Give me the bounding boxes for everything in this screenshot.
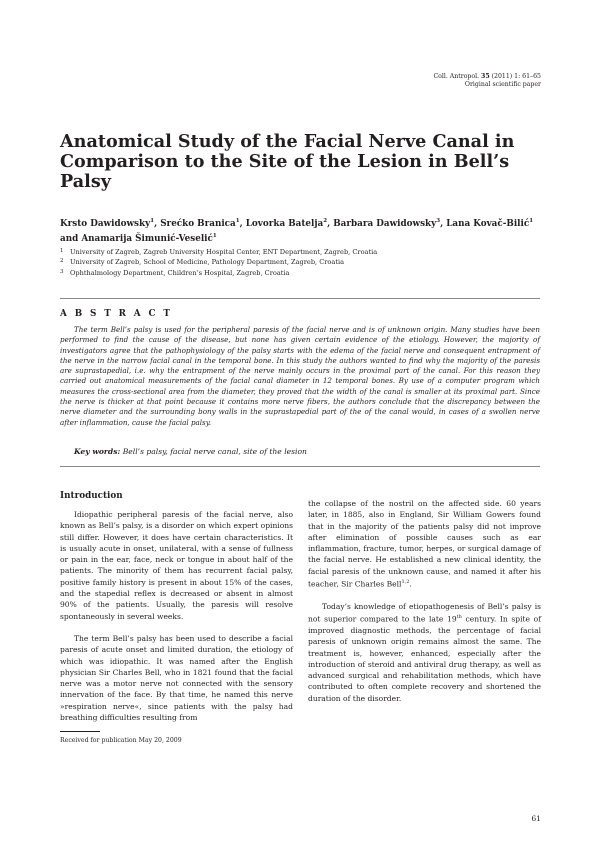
divider [60,298,540,299]
author: Lana Kovač-Bilić$^1$ and [60,218,534,245]
paragraph: Idiopathic peripheral paresis of the facial nerve, also known as Bell’s palsy, is a disorder on which expert opinions still differ. However, it does have certain characteristics. It is usually acute in onset, unilateral, with a sense of fullness or pain in the ear, face, neck or tongue in about half of the patients. The minority of them has recurrent facial palsy, positive family history is present in about 15% of the cases, and the stapedial reflex is decreased or absent in almost 90% of the patients. Usually, the paresis will resolve spontaneously in several weeks. [60,510,293,621]
journal-citation [433,73,541,90]
author: Krsto Dawidowsky$^1$, [60,218,161,229]
section-heading: Introduction [60,491,123,501]
affiliation: 3 Ophthalmology Department, Children’s Hospital, Zagreb, Croatia [60,268,290,277]
keywords-label: Key words: [74,447,121,456]
paper-title: Anatomical Study of the Facial Nerve Canal in Comparison to the Site of the Lesion in Bell’s Palsy [60,131,515,193]
affiliations [60,247,540,278]
paragraph: Today’s knowledge of etiopathogenesis of Bell’s palsy is not superior compared to the late 19th century. In spite of improved diagnostic methods, the percentage of facial paresis of unknown origin remains almost the same. The treatment is, however, enhanced, especially after the introduction of steroid and antiviral drug therapy, as well as advanced surgical and rehabilitation methods, which have contributed to often complete recovery and shortened the duration of the disorder. [308,601,541,703]
author: Srećko Branica$^1$, [160,218,246,229]
paragraph: the collapse of the nostril on the affected side. 60 years later, in 1885, also in England, Sir William Gowers found that in the majority of the patients palsy did not improve after elimination of possible causes such as ear inflammation, fracture, tumor, herpes, or surgical damage of the facial nerve. He established a new clinical identity, the facial paresis of the unknown cause, and named it after his teacher, Sir Charles Bell$^{1,2}$. [308,499,541,589]
author: Anamarija Šimunić-Veselić$^1$ [81,233,217,245]
divider [60,466,540,467]
page-number: 61 [531,814,541,823]
abstract-heading: A B S T R A C T [60,309,173,319]
abstract-text: The term Bell’s palsy is used for the peripheral paresis of the facial nerve and is of unknown origin. Many studies have been performed to find the cause of the disease, but none has given certain evidence of the etiology. However, the majority of investigators agree that the pathophysiology of the palsy starts with the edema of the facial nerve and consequent entrapment of the nerve in the narrow facial canal in the temporal bone. In this study the authors wanted to find why the majority of the paresis are suprastapedial, i.e. why the entrapment of the nerve mainly occurs in the proximal part of the canal. For this reason they carried out anatomical measurements of the facial canal diameter in 12 temporal bones. By use of a computer program which measures the cross-sectional area from the diameter, they proved that the width of the canal is smaller at its proximal part. Since the nerve is thicker at that point because it contains more nerve fibers, the authors conclude that the discrepancy between the nerve diameter and the surrounding bony walls in the suprastapedial part of the of the canal would, in cases of a swollen nerve after inflammation, cause the facial palsy. [60,325,540,427]
paragraph: The term Bell’s palsy has been used to describe a facial paresis of acute onset and limited duration, the etiology of which was idiopathic. It was named after the English physician Sir Charles Bell, who in 1821 found that the facial nerve was a motor nerve not connected with the sensory innervation of the face. By that time, he named this nerve »respiration nerve«, since patients with the palsy had breathing difficulties resulting from [60,633,293,723]
keywords [74,447,307,456]
keywords-value: Bell’s palsy, facial nerve canal, site of the lesion [120,447,307,456]
affiliation: 1 University of Zagreb, Zagreb University Hospital Center, ENT Department, Zagreb, Croatia [60,248,378,256]
journal-line-1: Coll. Antropol. 35 (2011) 1: 61–65 [433,73,541,80]
author-list [60,215,540,245]
column-right [308,498,541,704]
journal-line-2: Original scientific paper [464,81,541,89]
author: Lovorka Batelja$^2$, [245,218,334,229]
affiliation: 2 University of Zagreb, School of Medicine, Pathology Department, Zagreb, Croatia [60,258,345,267]
footnote-rule [60,731,100,732]
column-left [60,509,293,723]
author: Barbara Dawidowsky$^3$, [333,218,447,229]
footnote: Received for publication May 20, 2009 [60,737,182,744]
journal-volume: 35 [481,73,490,80]
